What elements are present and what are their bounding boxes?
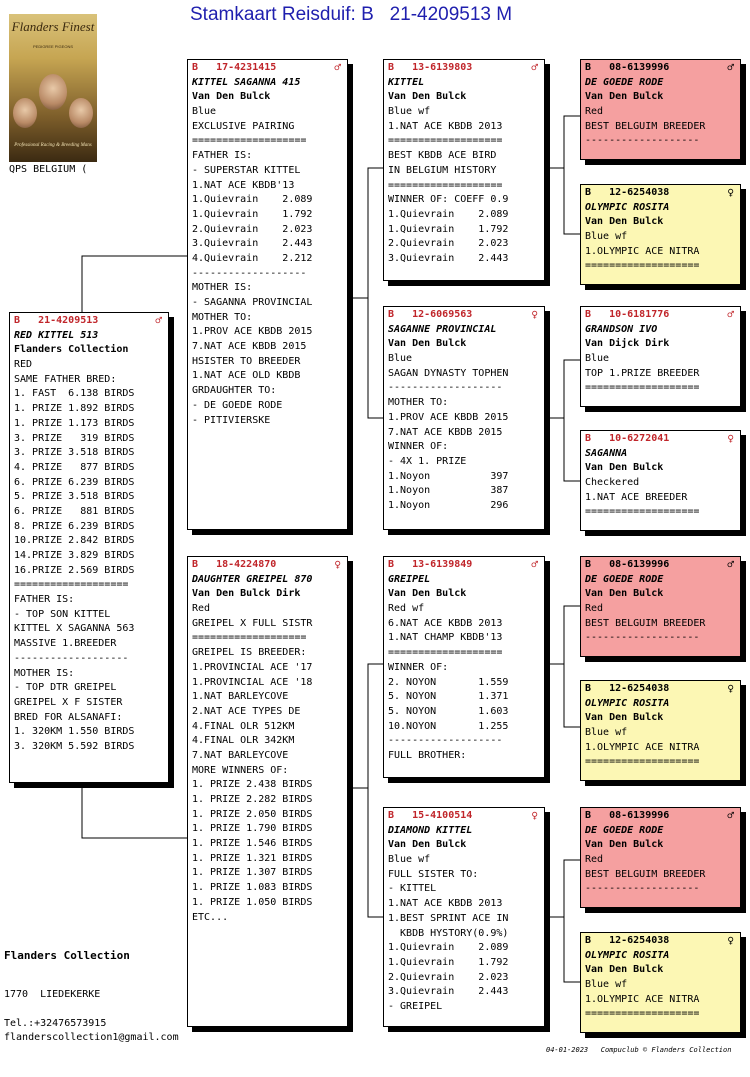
- card-line: 1.PROVINCIAL ACE '18: [192, 676, 313, 688]
- card-line: 3. PRIZE 3.518 BIRDS: [14, 447, 135, 459]
- card-line: GREIPEL X F SISTER: [14, 696, 123, 708]
- card-line: 1. PRIZE 1.790 BIRDS: [192, 823, 313, 835]
- card-line: 1.Noyon 387: [388, 485, 509, 497]
- card-line: 3.Quievrain 2.443: [388, 252, 509, 264]
- card-line: Red wf: [388, 603, 425, 615]
- card-line: -------------------: [585, 883, 700, 895]
- card-line: 4. PRIZE 877 BIRDS: [14, 461, 135, 473]
- card-line: 6.NAT ACE KBDB 2013: [388, 617, 503, 629]
- card-line: - KITTEL: [388, 883, 437, 895]
- card-line: ===================: [192, 632, 307, 644]
- card-line: 5. PRIZE 3.518 BIRDS: [14, 491, 135, 503]
- card-line: 7.NAT ACE KBDB 2015: [192, 341, 307, 353]
- card-line: ===================: [585, 260, 700, 272]
- female-symbol-icon: ♀: [727, 682, 734, 695]
- card-line: FULL BROTHER:: [388, 749, 467, 761]
- card-pigeon-name: OLYMPIC ROSITA: [585, 201, 670, 213]
- card-line: 1.NAT ACE BREEDER: [585, 491, 688, 503]
- pedigree-card-ggf-2[interactable]: [580, 306, 741, 407]
- card-line: MASSIVE 1.BREEDER: [14, 638, 117, 650]
- card-owner: Van Den Bulck: [585, 712, 664, 724]
- logo-bottom-text: Professional Racing & Breeding Mans: [14, 143, 92, 148]
- card-line: 6. PRIZE 6.239 BIRDS: [14, 476, 135, 488]
- card-line: Red: [585, 106, 604, 118]
- logo-brand: Flanders Finest: [11, 19, 95, 34]
- male-symbol-icon: ♂: [531, 558, 538, 571]
- pedigree-card-ggf-4[interactable]: [580, 807, 741, 908]
- card-pigeon-name: DE GOEDE RODE: [585, 824, 664, 836]
- card-line: 2.Quievrain 2.023: [388, 238, 509, 250]
- pedigree-card-paternal-grandfather[interactable]: [383, 59, 545, 281]
- card-line: HSISTER TO BREEDER: [192, 355, 301, 367]
- card-ring-number: B 12-6254038: [585, 683, 670, 694]
- card-ring-number: B 17-4231415: [192, 62, 277, 73]
- male-symbol-icon: ♂: [727, 61, 734, 74]
- card-owner: Van Den Bulck: [585, 462, 664, 474]
- card-line: 1. PRIZE 1.050 BIRDS: [192, 896, 313, 908]
- card-line: 1.Quievrain 2.089: [388, 208, 509, 220]
- card-line: WINNER OF:: [388, 661, 449, 673]
- card-line: IN BELGIUM HISTORY: [388, 164, 497, 176]
- card-line: 1.PROV ACE KBDB 2015: [192, 326, 313, 338]
- card-line: WINNER OF:: [388, 441, 449, 453]
- card-ring-number: B 13-6139849: [388, 559, 473, 570]
- card-line: 7.NAT ACE KBDB 2015: [388, 426, 503, 438]
- female-symbol-icon: ♀: [727, 186, 734, 199]
- card-line: 2.NAT ACE TYPES DE: [192, 705, 301, 717]
- card-line: Blue wf: [585, 727, 628, 739]
- card-ring-number: B 15-4100514: [388, 810, 473, 821]
- card-line: 1. PRIZE 2.050 BIRDS: [192, 808, 313, 820]
- card-line: SAME FATHER BRED:: [14, 373, 117, 385]
- card-line: GREIPEL X FULL SISTR: [192, 617, 313, 629]
- card-line: 1.Quievrain 2.089: [388, 942, 509, 954]
- card-pigeon-name: KITTEL SAGANNA 415: [192, 76, 301, 88]
- card-line: MOTHER TO:: [388, 397, 449, 409]
- card-owner: Van Den Bulck: [585, 839, 664, 851]
- card-line: FATHER IS:: [14, 594, 75, 606]
- female-symbol-icon: ♀: [334, 558, 341, 571]
- card-line: BRED FOR ALSANAFI:: [14, 711, 123, 723]
- card-ring-number: B 12-6254038: [585, 187, 670, 198]
- card-line: 1.Quievrain 1.792: [388, 956, 509, 968]
- card-line: 2. NOYON 1.559: [388, 676, 509, 688]
- female-symbol-icon: ♀: [727, 934, 734, 947]
- male-symbol-icon: ♂: [531, 61, 538, 74]
- card-owner: Van Den Bulck: [388, 91, 467, 103]
- card-line: 3. 320KM 5.592 BIRDS: [14, 740, 135, 752]
- card-line: ===================: [192, 135, 307, 147]
- card-ring-number: B 12-6254038: [585, 935, 670, 946]
- pedigree-card-mother[interactable]: [187, 556, 348, 1027]
- card-line: BEST BELGUIM BREEDER: [585, 868, 706, 880]
- male-symbol-icon: ♂: [727, 558, 734, 571]
- pedigree-card-ggm-4[interactable]: [580, 932, 741, 1033]
- card-pigeon-name: KITTEL: [388, 76, 425, 88]
- card-line: 14.PRIZE 3.829 BIRDS: [14, 550, 135, 561]
- card-ring-number: B 12-6069563: [388, 309, 473, 320]
- pedigree-card-maternal-grandmother[interactable]: [383, 807, 545, 1027]
- footer-email: flanderscollection1@gmail.com: [4, 1032, 179, 1043]
- card-line: 1. FAST 6.138 BIRDS: [14, 388, 135, 400]
- card-line: 1. PRIZE 1.307 BIRDS: [192, 867, 313, 879]
- card-line: 1. PRIZE 1.546 BIRDS: [192, 838, 313, 850]
- pedigree-card-maternal-grandfather[interactable]: [383, 556, 545, 778]
- card-line: 1.BEST SPRINT ACE IN: [388, 912, 509, 924]
- card-line: -------------------: [14, 652, 129, 664]
- card-ring-number: B 13-6139803: [388, 62, 473, 73]
- card-line: MOTHER IS:: [192, 282, 253, 294]
- card-line: Red: [585, 603, 604, 615]
- card-owner: Van Den Bulck: [388, 839, 467, 851]
- card-pigeon-name: DAUGHTER GREIPEL 870: [192, 573, 313, 585]
- card-line: -------------------: [585, 632, 700, 644]
- card-ring-number: B 18-4224870: [192, 559, 277, 570]
- card-pigeon-name: DE GOEDE RODE: [585, 573, 664, 585]
- card-line: 1.NAT CHAMP KBDB'13: [388, 632, 503, 644]
- card-owner: Van Dijck Dirk: [585, 338, 670, 350]
- card-line: 1.NAT ACE KBDB'13: [192, 179, 295, 191]
- card-owner: Van Den Bulck: [388, 338, 467, 350]
- card-line: -------------------: [585, 135, 700, 147]
- card-line: FATHER IS:: [192, 150, 253, 162]
- card-line: - TOP DTR GREIPEL: [14, 682, 117, 694]
- card-line: 16.PRIZE 2.569 BIRDS: [14, 564, 135, 576]
- card-line: 1. PRIZE 2.438 BIRDS: [192, 779, 313, 791]
- card-line: TOP 1.PRIZE BREEDER: [585, 367, 700, 379]
- card-line: MORE WINNERS OF:: [192, 764, 289, 776]
- card-line: Blue wf: [388, 106, 431, 118]
- pedigree-card-father[interactable]: [187, 59, 348, 530]
- card-line: Checkered: [585, 477, 640, 489]
- card-line: 3.Quievrain 2.443: [388, 986, 509, 998]
- card-line: ===================: [585, 1008, 700, 1020]
- card-line: 3.Quievrain 2.443: [192, 238, 313, 250]
- card-line: 1.Quievrain 1.792: [192, 208, 313, 220]
- card-line: 1.NAT ACE KBDB 2013: [388, 898, 503, 910]
- card-ring-number: B 08-6139996: [585, 559, 670, 570]
- card-line: SAGAN DYNASTY TOPHEN: [388, 367, 509, 379]
- card-owner: Van Den Bulck: [585, 216, 664, 228]
- card-line: ETC...: [192, 911, 229, 923]
- card-line: ===================: [388, 179, 503, 191]
- card-line: KITTEL X SAGANNA 563: [14, 623, 135, 635]
- card-line: -------------------: [388, 382, 503, 394]
- card-pigeon-name: GREIPEL: [388, 573, 431, 585]
- card-line: 1. PRIZE 1.173 BIRDS: [14, 417, 135, 429]
- card-owner: Van Den Bulck: [192, 91, 271, 103]
- card-line: KBDB HYSTORY(0.9%): [388, 927, 509, 939]
- card-line: Blue wf: [585, 231, 628, 243]
- card-line: RED: [14, 359, 33, 371]
- card-line: 1.OLYMPIC ACE NITRA: [585, 245, 700, 257]
- card-line: ===================: [585, 382, 700, 394]
- pedigree-card-ggm-2[interactable]: [580, 430, 741, 531]
- card-pigeon-name: OLYMPIC ROSITA: [585, 697, 670, 709]
- card-line: 1. PRIZE 1.892 BIRDS: [14, 403, 135, 415]
- card-line: Blue wf: [585, 979, 628, 991]
- card-owner: Flanders Collection: [14, 344, 129, 356]
- card-line: 1.PROV ACE KBDB 2015: [388, 411, 509, 423]
- card-line: 1.Quievrain 1.792: [388, 223, 509, 235]
- card-line: 1.Noyon 397: [388, 470, 509, 482]
- card-line: 1. PRIZE 2.282 BIRDS: [192, 794, 313, 805]
- print-stamp: 04-01-2023 Compuclub © Flanders Collection: [546, 1046, 732, 1054]
- card-ring-number: B 10-6181776: [585, 309, 670, 320]
- card-ring-number: B 08-6139996: [585, 62, 670, 73]
- card-owner: Van Den Bulck: [388, 588, 467, 600]
- card-line: EXCLUSIVE PAIRING: [192, 120, 295, 132]
- female-symbol-icon: ♀: [727, 432, 734, 445]
- card-line: 1.OLYMPIC ACE NITRA: [585, 741, 700, 753]
- card-line: FULL SISTER TO:: [388, 868, 479, 880]
- pedigree-card-ggm-3[interactable]: [580, 680, 741, 781]
- card-line: 3. PRIZE 319 BIRDS: [14, 432, 135, 444]
- card-line: 2.Quievrain 2.023: [388, 971, 509, 983]
- pedigree-card-ggm-1[interactable]: [580, 184, 741, 285]
- card-line: -------------------: [388, 735, 503, 747]
- card-line: 1.Noyon 296: [388, 499, 509, 511]
- card-line: Blue: [388, 353, 413, 365]
- card-line: 4.FINAL OLR 512KM: [192, 720, 295, 732]
- card-line: 1.Quievrain 2.089: [192, 194, 313, 206]
- pedigree-card-paternal-grandmother[interactable]: [383, 306, 545, 530]
- card-line: Blue wf: [388, 854, 431, 866]
- card-line: ===================: [585, 756, 700, 768]
- footer-address: 1770 LIEDEKERKE: [4, 989, 101, 1000]
- card-line: 1.NAT ACE KBDB 2013: [388, 120, 503, 132]
- card-line: MOTHER IS:: [14, 667, 75, 679]
- card-line: -------------------: [192, 267, 307, 279]
- card-line: - PITIVIERSKE: [192, 414, 271, 426]
- card-line: 4.FINAL OLR 342KM: [192, 735, 295, 747]
- card-line: 1. PRIZE 1.083 BIRDS: [192, 882, 313, 894]
- card-line: Blue: [585, 353, 610, 365]
- card-line: ===================: [388, 135, 503, 147]
- card-line: 1.PROVINCIAL ACE '17: [192, 661, 313, 673]
- card-owner: Van Den Bulck: [585, 588, 664, 600]
- card-line: 1.NAT ACE OLD KBDB: [192, 370, 301, 382]
- card-line: 5. NOYON 1.603: [388, 705, 509, 717]
- card-ring-number: B 08-6139996: [585, 810, 670, 821]
- card-line: 1.OLYMPIC ACE NITRA: [585, 993, 700, 1005]
- card-line: 4.Quievrain 2.212: [192, 252, 313, 264]
- card-line: 10.PRIZE 2.842 BIRDS: [14, 535, 135, 547]
- male-symbol-icon: ♂: [727, 809, 734, 822]
- card-pigeon-name: RED KITTEL 513: [14, 329, 99, 341]
- qps-label: QPS BELGIUM (: [9, 164, 88, 175]
- male-symbol-icon: ♂: [155, 314, 162, 327]
- card-ring-number: B 21-4209513: [14, 315, 99, 326]
- card-pigeon-name: SAGANNA: [585, 447, 628, 459]
- card-pigeon-name: DIAMOND KITTEL: [388, 824, 473, 836]
- male-symbol-icon: ♂: [334, 61, 341, 74]
- page-title: Stamkaart Reisduif: B 21-4209513 M: [190, 4, 513, 25]
- card-owner: Van Den Bulck Dirk: [192, 588, 301, 600]
- card-line: 6. PRIZE 881 BIRDS: [14, 505, 135, 517]
- logo-tagline: PEDIGREE PIGEONS: [32, 44, 73, 49]
- card-line: - GREIPEL: [388, 1000, 443, 1012]
- card-owner: Van Den Bulck: [585, 964, 664, 976]
- card-line: Red: [192, 603, 211, 615]
- female-symbol-icon: ♀: [531, 809, 538, 822]
- card-line: GRDAUGHTER TO:: [192, 385, 277, 397]
- card-line: 1. 320KM 1.550 BIRDS: [14, 726, 135, 738]
- male-symbol-icon: ♂: [727, 308, 734, 321]
- card-line: ===================: [388, 647, 503, 659]
- footer-name: Flanders Collection: [4, 949, 130, 962]
- card-line: WINNER OF: COEFF 0.9: [388, 194, 509, 206]
- card-ring-number: B 10-6272041: [585, 433, 670, 444]
- card-line: 8. PRIZE 6.239 BIRDS: [14, 520, 135, 532]
- card-line: 1.NAT BARLEYCOVE: [192, 691, 289, 703]
- card-line: ===================: [585, 506, 700, 518]
- card-line: - 4X 1. PRIZE: [388, 455, 467, 467]
- card-owner: Van Den Bulck: [585, 91, 664, 103]
- pedigree-card-ggf-1[interactable]: [580, 59, 741, 160]
- card-line: BEST BELGUIM BREEDER: [585, 120, 706, 132]
- card-line: 5. NOYON 1.371: [388, 691, 509, 703]
- card-line: BEST KBDB ACE BIRD: [388, 150, 497, 162]
- card-line: 10.NOYON 1.255: [388, 720, 509, 732]
- card-line: 2.Quievrain 2.023: [192, 223, 313, 235]
- card-line: GREIPEL IS BREEDER:: [192, 647, 307, 659]
- card-pigeon-name: DE GOEDE RODE: [585, 76, 664, 88]
- card-line: BEST BELGUIM BREEDER: [585, 617, 706, 629]
- pedigree-card-ggf-3[interactable]: [580, 556, 741, 657]
- card-line: Blue: [192, 106, 217, 118]
- card-line: - DE GOEDE RODE: [192, 399, 283, 411]
- card-line: - SUPERSTAR KITTEL: [192, 164, 301, 176]
- female-symbol-icon: ♀: [531, 308, 538, 321]
- card-pigeon-name: SAGANNE PROVINCIAL: [388, 323, 497, 335]
- footer-phone: Tel.:+32476573915: [4, 1018, 107, 1029]
- card-line: 7.NAT BARLEYCOVE: [192, 749, 289, 761]
- card-pigeon-name: GRANDSON IVO: [585, 323, 658, 335]
- card-line: Red: [585, 854, 604, 866]
- card-line: MOTHER TO:: [192, 311, 253, 323]
- card-line: ===================: [14, 579, 129, 591]
- card-pigeon-name: OLYMPIC ROSITA: [585, 949, 670, 961]
- pedigree-card-subject[interactable]: [9, 312, 169, 783]
- card-line: - SAGANNA PROVINCIAL: [192, 297, 313, 308]
- card-line: 1. PRIZE 1.321 BIRDS: [192, 852, 313, 864]
- card-line: - TOP SON KITTEL: [14, 608, 111, 620]
